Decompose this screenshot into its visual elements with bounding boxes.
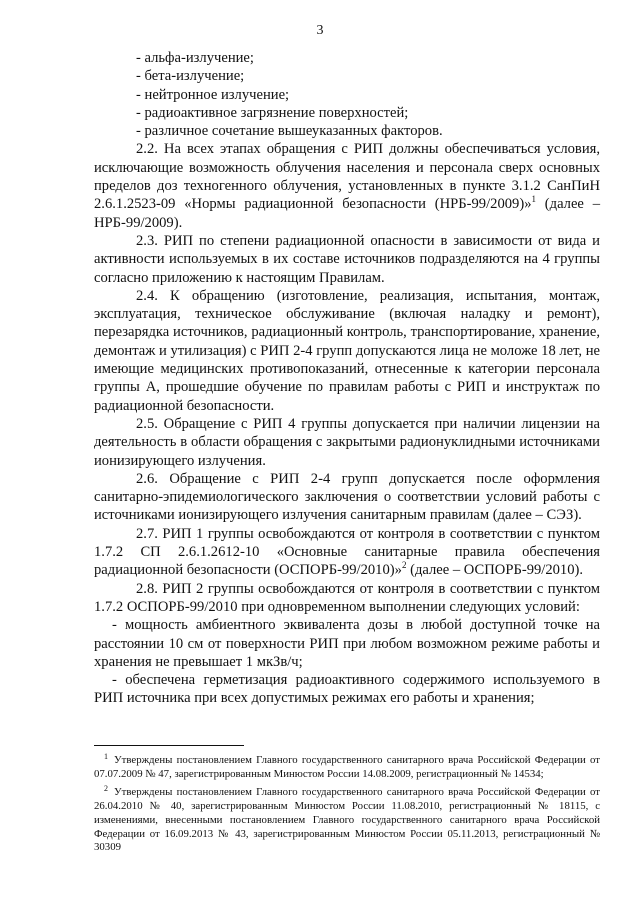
paragraph-2-5: 2.5. Обращение с РИП 4 группы допускается при наличии лицензии на деятельность в области обращения с закрытыми радионуклидными источниками ионизирующего излучения.: [94, 415, 600, 469]
paragraph-2-2: [94, 140, 600, 231]
paragraph-2-4: 2.4. К обращению (изготовление, реализация, испытания, монтаж, эксплуатация, техническое обслуживание (включая наладку и ремонт), перезарядка источников, радиационный контроль, транспортирование, хранение, демонтаж и утилизация) с РИП 2-4 групп допускаются лица не моложе 18 лет, не имеющие медицинских противопоказаний, отнесенные к категории персонала группы А, прошедшие обучение по правилам работы с РИП и инструктаж по радиационной безопасности.: [94, 287, 601, 414]
list-item-contamination: - радиоактивное загрязнение поверхностей;: [136, 104, 409, 121]
footnote-divider: [94, 745, 244, 746]
paragraph-2-2-tail: (далее – НРБ-99/2009).: [94, 196, 600, 231]
footnote-2-mark: 2: [104, 783, 108, 793]
list-item-beta: - бета-излучение;: [136, 68, 245, 85]
footnotes: [94, 750, 600, 855]
paragraph-2-7: [94, 525, 600, 580]
footnote-1-text: Утверждены постановлением Главного государственного санитарного врача Российской Федерации от 07.07.2009 № 47, зарегистрированным Минюстом России 14.08.2009, регистрационный № 14534;: [94, 754, 600, 780]
footnote-1-mark: 1: [104, 752, 108, 761]
paragraph-2-8: 2.8. РИП 2 группы освобождаются от контроля в соответствии с пунктом 1.7.2 ОСПОРБ-99/2010 при одновременном выполнении следующих условий:: [94, 580, 600, 615]
footnote-2: [94, 782, 600, 856]
paragraph-2-7-text: 2.7. РИП 1 группы освобождаются от контроля в соответствии с пунктом 1.7.2 СП 2.6.1.2612-10 «Основные санитарные правила обеспечения радиационной безопасности (ОСПОРБ-99/2010)»: [94, 525, 600, 579]
footnote-2-text: Утверждены постановлением Главного государственного санитарного врача Российской Федерации от 26.04.2010 № 40, зарегистрированным Минюстом России 11.08.2010, регистрационный № 18115, с изменениями, внесенными постановлением Главного государственного санитарного врача Российской Федерации от 16.09.2013 № 43, зарегистрированным Минюстом России 05.11.2013, регистрационный № 30309: [94, 785, 600, 854]
list-item-neutron: - нейтронное излучение;: [136, 86, 290, 103]
document-body: [94, 49, 600, 708]
condition-sealing: - обеспечена герметизация радиоактивного содержимого используемого в РИП источника при всех допустимых режимах его работы и хранения;: [94, 672, 600, 707]
page-number: 3: [316, 23, 324, 38]
paragraph-2-6: 2.6. Обращение с РИП 2-4 групп допускается после оформления санитарно-эпидемиологического заключения о соответствии условий работы с источниками ионизирующего излучения санитарным правилам (далее – СЭЗ).: [94, 470, 600, 524]
footnote-ref-2: 2: [401, 560, 407, 571]
paragraph-2-7-tail: (далее – ОСПОРБ-99/2010).: [406, 562, 584, 579]
footnote-ref-1: 1: [531, 194, 536, 205]
list-item-combination: - различное сочетание вышеуказанных факторов.: [136, 123, 443, 140]
list-item-alpha: - альфа-излучение;: [136, 50, 254, 66]
paragraph-2-2-text: 2.2. На всех этапах обращения с РИП должны обеспечиваться условия, исключающие возможность облучения населения и персонала сверх основных пределов доз техногенного облучения, установленных в пункте 3.1.2 СанПиН 2.6.1.2523-09 «Нормы радиационной безопасности (НРБ-99/2009)»: [94, 141, 600, 213]
footnote-1: [94, 750, 600, 782]
paragraph-2-3: 2.3. РИП по степени радиационной опасности в зависимости от вида и активности используемых в их составе источников подразделяются на 4 группы согласно приложению к настоящим Правилам.: [94, 232, 600, 286]
condition-dose-rate: - мощность амбиентного эквивалента дозы в любой доступной точке на расстоянии 10 см от поверхности РИП при любом возможном режиме работы и хранения не превышает 1 мкЗв/ч;: [94, 617, 600, 670]
